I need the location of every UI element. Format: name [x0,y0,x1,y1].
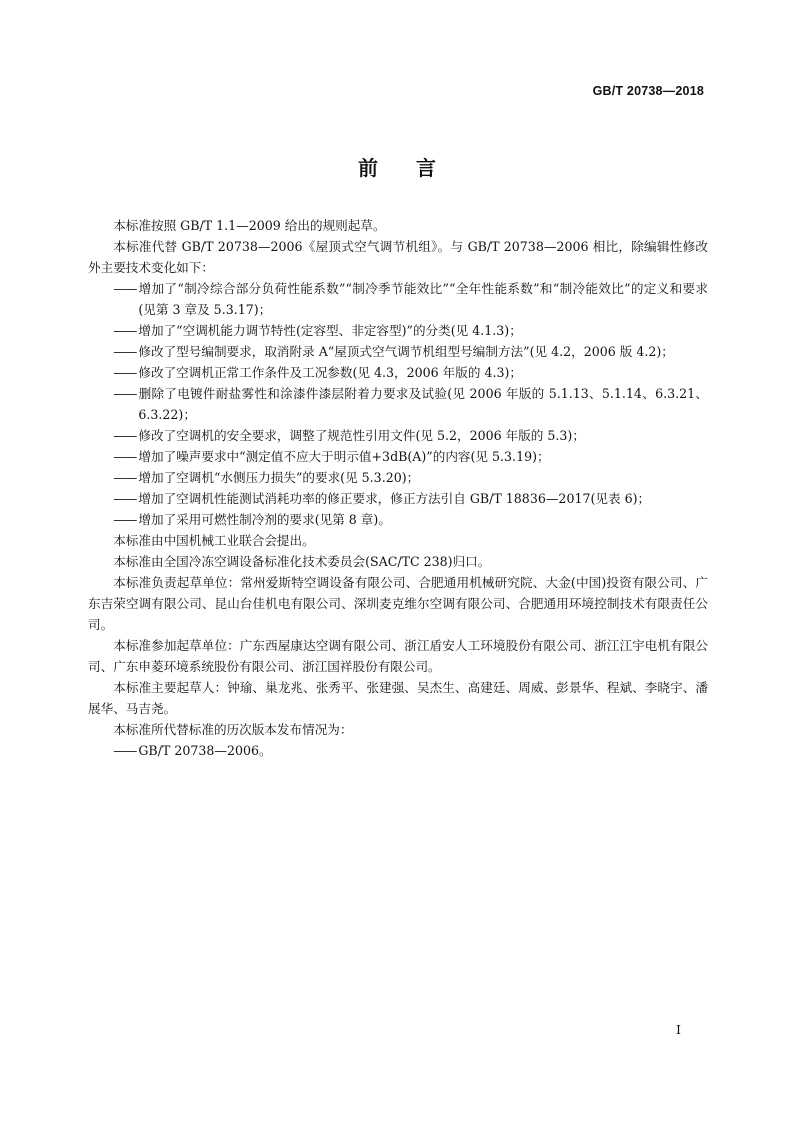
closing-paragraph: 本标准参加起草单位：广东西屋康达空调有限公司、浙江盾安人工环境股份有限公司、浙江江宇电机有限公司、广东申菱环境系统股份有限公司、浙江国祥股份有限公司。 [88,638,708,674]
change-item [113,488,708,509]
dash-marker: —— [113,512,137,527]
page-number: I [676,1022,681,1037]
history-item [113,740,708,761]
dash-marker: —— [113,323,137,338]
dash-marker: —— [113,743,137,758]
dash-marker: —— [113,344,137,359]
change-item-text: 增加了空调机“水侧压力损失”的要求(见 5.3.20)； [138,470,420,485]
closing-paragraph: 本标准主要起草人：钟瑜、巢龙兆、张秀平、张建强、吴杰生、高建廷、周威、彭景华、程斌、李晓宇、潘展华、马吉尧。 [88,680,708,716]
change-item [113,509,708,530]
dash-marker: —— [113,365,137,380]
page-title: 前言 [358,156,474,180]
intro-paragraph: 本标准代替 GB/T 20738—2006《屋顶式空气调节机组》。与 GB/T 20738—2006 相比，除编辑性修改外主要技术变化如下： [88,239,708,275]
change-item [113,278,708,320]
closing-paragraph: 本标准由全国冷冻空调设备标准化技术委员会(SAC/TC 238)归口。 [113,554,491,569]
change-item [113,320,708,341]
change-item-text: 增加了空调机性能测试消耗功率的修正要求，修正方法引自 GB/T 18836—2017(见表 6)； [138,491,651,506]
change-item [113,446,708,467]
dash-marker: —— [113,449,137,464]
dash-marker: —— [113,386,137,401]
dash-marker: —— [113,470,137,485]
preface-body [88,215,708,761]
intro-paragraph: 本标准按照 GB/T 1.1—2009 给出的规则起草。 [113,218,386,233]
change-item-text: 增加了采用可燃性制冷剂的要求(见第 8 章)。 [138,512,391,527]
change-item [113,362,708,383]
dash-marker: —— [113,491,137,506]
closing-paragraph: 本标准由中国机械工业联合会提出。 [113,533,315,548]
closing-paragraph: 本标准所代替标准的历次版本发布情况为： [113,722,353,737]
change-item-text: 修改了型号编制要求，取消附录 A“屋顶式空气调节机组型号编制方法”(见 4.2，2006 版 4.2)； [138,344,674,359]
change-item-text: 修改了空调机正常工作条件及工况参数(见 4.3，2006 年版的 4.3)； [138,365,522,380]
standard-code: GB/T 20738—2018 [592,84,704,98]
change-item [113,341,708,362]
change-item-text: 增加了噪声要求中“测定值不应大于明示值+3dB(A)”的内容(见 5.3.19)； [138,449,550,464]
change-item-text: 增加了“制冷综合部分负荷性能系数”“制冷季节能效比”“全年性能系数”和“制冷能效比”的定义和要求(见第 3 章及 5.3.17)； [138,281,708,317]
closing-paragraph: 本标准负责起草单位：常州爱斯特空调设备有限公司、合肥通用机械研究院、大金(中国)投资有限公司、广东吉荣空调有限公司、昆山台佳机电有限公司、深圳麦克维尔空调有限公司、合肥通用环境控制技术有限责任公司。 [88,575,708,632]
change-item [113,467,708,488]
change-item [113,383,708,425]
history-item-text: GB/T 20738—2006。 [138,743,272,758]
dash-marker: —— [113,281,137,296]
change-item-text: 增加了“空调机能力调节特性(定容型、非定容型)”的分类(见 4.1.3)； [138,323,522,338]
dash-marker: —— [113,428,137,443]
change-item-text: 修改了空调机的安全要求，调整了规范性引用文件(见 5.2，2006 年版的 5.3)； [138,428,585,443]
change-item [113,425,708,446]
change-item-text: 删除了电镀件耐盐雾性和涂漆件漆层附着力要求及试验(见 2006 年版的 5.1.13、5.1.14、6.3.21、6.3.22)； [138,386,708,422]
